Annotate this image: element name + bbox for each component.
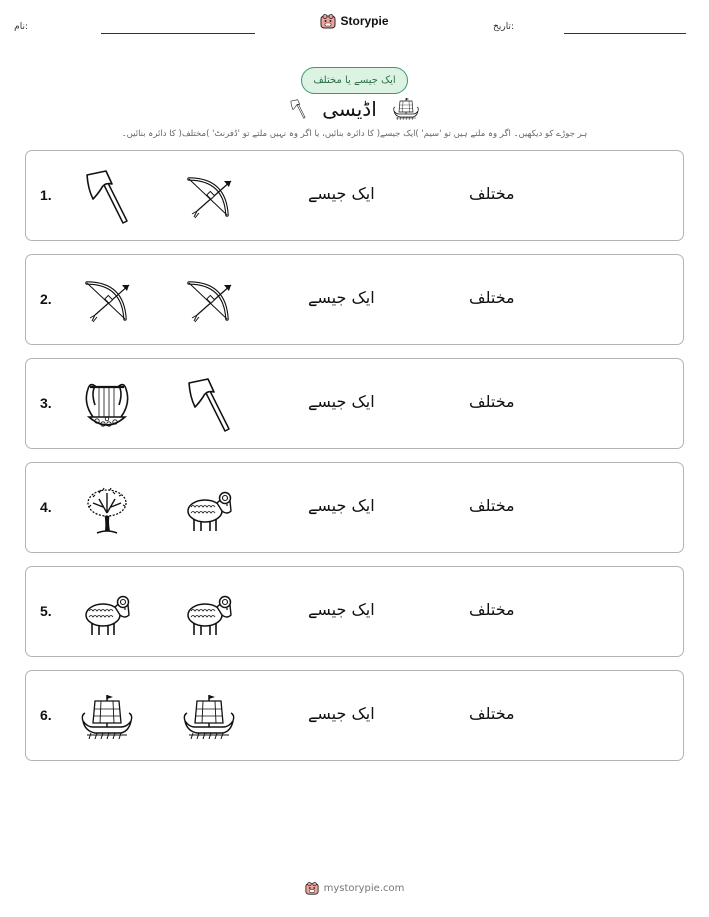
option-same[interactable]: ایک جیسے <box>308 392 375 411</box>
date-label: تاریخ: <box>493 22 514 32</box>
instructions: ہر جوڑے کو دیکھیں۔ اگر وہ ملتے ہیں تو 'سیم' )ایک جیسے( کا دائرہ بنائیں، یا اگر وہ نہیں ملتے تو 'ڈفرنٹ' )مختلف( کا دائرہ بنائیں۔ <box>121 129 588 139</box>
axe-icon <box>288 99 308 119</box>
axe-icon <box>79 169 135 225</box>
footer-url[interactable]: mystorypie.com <box>323 882 405 894</box>
ram-icon <box>181 585 237 641</box>
pair-row-4 <box>25 462 684 553</box>
option-different[interactable]: مختلف <box>469 600 515 619</box>
pair-row-6 <box>25 670 684 761</box>
axe-icon <box>181 377 237 433</box>
option-same[interactable]: ایک جیسے <box>308 184 375 203</box>
option-same[interactable]: ایک جیسے <box>308 496 375 515</box>
option-different[interactable]: مختلف <box>469 704 515 723</box>
row-number: 2. <box>40 291 52 307</box>
bow-arrow-icon <box>181 169 237 225</box>
pair-row-5 <box>25 566 684 657</box>
pair-row-3 <box>25 358 684 449</box>
row-number: 4. <box>40 499 52 515</box>
option-different[interactable]: مختلف <box>469 184 515 203</box>
row-number: 1. <box>40 187 52 203</box>
page-title: اڈیسی <box>322 97 377 121</box>
title-row <box>0 95 709 123</box>
footer <box>0 881 709 895</box>
olive-tree-icon <box>79 481 135 537</box>
option-different[interactable]: مختلف <box>469 496 515 515</box>
viking-ship-icon <box>181 689 237 745</box>
brand <box>0 13 709 29</box>
option-same[interactable]: ایک جیسے <box>308 704 375 723</box>
date-line[interactable] <box>564 33 686 34</box>
brand-name: Storypie <box>340 14 389 28</box>
pair-row-1 <box>25 150 684 241</box>
ram-icon <box>181 481 237 537</box>
pair-row-2 <box>25 254 684 345</box>
option-different[interactable]: مختلف <box>469 288 515 307</box>
viking-ship-icon <box>391 95 421 123</box>
ram-icon <box>79 585 135 641</box>
lyre-icon <box>79 377 135 433</box>
bow-arrow-icon <box>181 273 237 329</box>
name-label: نام: <box>14 22 28 32</box>
viking-ship-icon <box>79 689 135 745</box>
name-line[interactable] <box>101 33 255 34</box>
storypie-logo-icon <box>320 13 336 29</box>
bow-arrow-icon <box>79 273 135 329</box>
row-number: 3. <box>40 395 52 411</box>
worksheet-type-badge: ایک جیسے یا مختلف <box>301 67 408 94</box>
option-same[interactable]: ایک جیسے <box>308 600 375 619</box>
storypie-logo-icon <box>305 881 319 895</box>
option-same[interactable]: ایک جیسے <box>308 288 375 307</box>
row-number: 5. <box>40 603 52 619</box>
row-number: 6. <box>40 707 52 723</box>
option-different[interactable]: مختلف <box>469 392 515 411</box>
